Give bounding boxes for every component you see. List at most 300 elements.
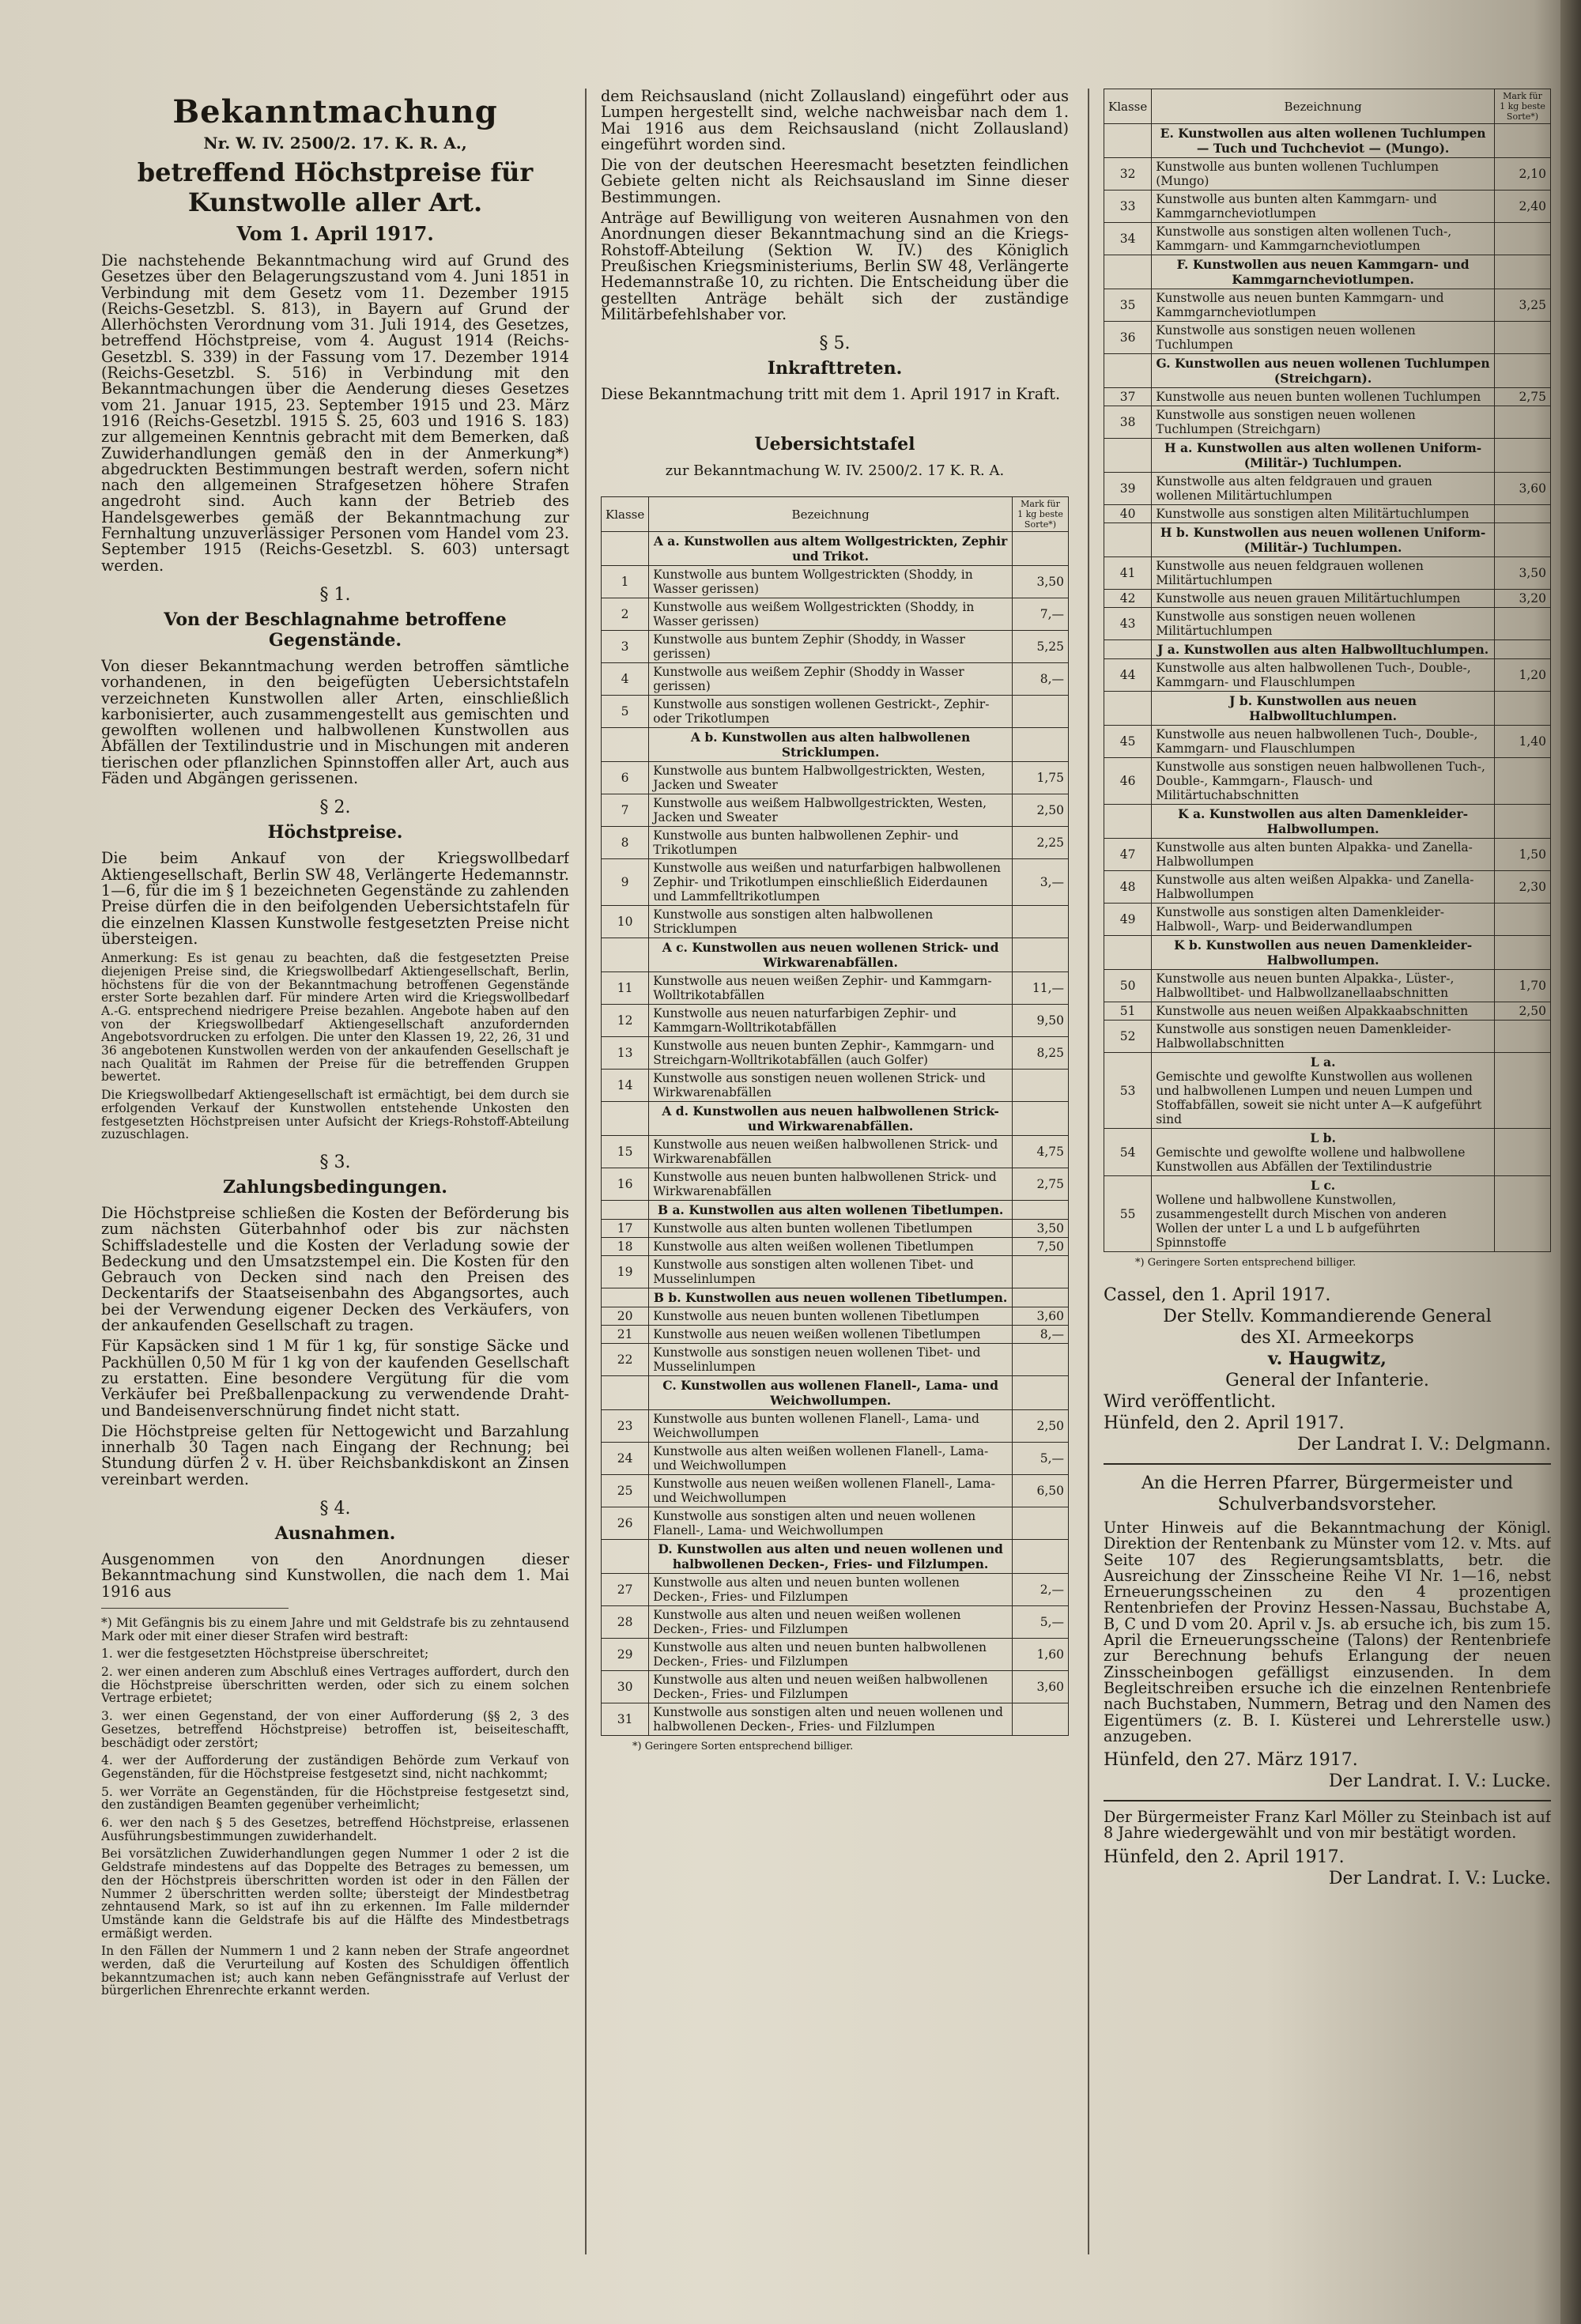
description [1152,590,1495,608]
description [1152,158,1495,191]
price-value: 2,40 [1495,191,1551,223]
description-text: Kunstwolle aus neuen weißen Zephir- und Kammgarn-Wolltrikotabfällen [653,974,992,1003]
class-number: 50 [1104,970,1152,1002]
group-label: H b. Kunstwollen aus neuen wollenen Uniform- (Militär-) Tuchlumpen. [1152,523,1495,557]
description [649,696,1013,728]
description-text: Kunstwolle aus sonstigen alten wollenen Tibet- und Musselinlumpen [653,1258,974,1287]
class-number: 52 [1104,1021,1152,1053]
price-value [1013,1507,1069,1540]
table-row [1104,659,1551,692]
row-blank [1104,523,1152,557]
description [649,1410,1013,1443]
class-number: 19 [602,1256,649,1288]
description-text: Kunstwolle aus weißen und naturfarbigen halbwollenen Zephir- und Trikotlumpen einschließlich Eiderdaunen und Lammfelltrikotlumpen [653,861,1002,904]
description-text: Kunstwolle aus neuen bunten halbwollenen Strick- und Wirkwarenabfällen [653,1170,997,1199]
class-number: 6 [602,762,649,794]
price-value: 8,— [1013,1326,1069,1344]
class-number: 33 [1104,191,1152,223]
description-text: Kunstwolle aus neuen bunten Alpakka-, Lüster-, Halbwolltibet- und Halbwollzanellaabschnitten [1156,971,1455,1000]
table-row [602,1475,1069,1507]
row-blank [1013,1288,1069,1307]
price-value: 9,50 [1013,1005,1069,1037]
description [649,1574,1013,1606]
description-text: Kunstwolle aus neuen weißen wollenen Tibetlumpen [653,1327,981,1342]
row-blank [1013,1540,1069,1574]
description [1152,608,1495,640]
table-row [1104,505,1551,523]
price-value: 8,— [1013,663,1069,696]
table-row [1104,970,1551,1002]
table-title: Uebersichtstafel [754,434,915,455]
group-header-row [1104,124,1551,158]
price-value [1013,1256,1069,1288]
row-blank [602,728,649,762]
description-text: Kunstwolle aus buntem Wollgestrickten (Shoddy, in Wasser gerissen) [653,568,973,597]
description [1152,1021,1495,1053]
column-header-bezeichnung: Bezeichnung [1152,89,1495,124]
group-header-row [602,532,1069,566]
description [649,1344,1013,1376]
class-number: 39 [1104,473,1152,505]
description-text: Kunstwolle aus sonstigen neuen wollenen Tuchlumpen [1156,323,1416,352]
class-number: 48 [1104,871,1152,904]
description [649,1168,1013,1201]
section-note: Anmerkung: Es ist genau zu beachten, daß die festgesetzten Preise diejenigen Preise sind, die Kriegswollbedarf Aktiengesellschaft, Berlin, höchstens für die von der Bekanntmachung betroffenen Gegenstände erster Sorte bezahlen darf. Für mindere Arten wird die Kriegswollbedarf A.-G. entsprechend niedrigere Preise bezahlen. Angebote haben auf den von der Kriegswollbedarf Aktiengesellschaft anzufordernden Angebotsvordrucken zu erfolgen. Die unter den Klassen 19, 22, 26, 31 und 36 angebotenen Kunstwollen werden von der ankaufenden Gesellschaft je nach Qualität im Rahmen der Preise für die betreffenden Gruppen bewertet. [101,951,569,1085]
table-row [1104,191,1551,223]
section-number: § 4. [319,1498,351,1519]
table-row [602,663,1069,696]
section-number: § 3. [319,1152,351,1172]
row-blank [1013,1201,1069,1220]
group-label: A b. Kunstwollen aus alten halbwollenen Stricklumpen. [649,728,1013,762]
right-column [1104,89,1551,1889]
description-text: Kunstwolle aus bunten halbwollenen Zephir- und Trikotlumpen [653,828,959,858]
description-text: Kunstwolle aus sonstigen neuen wollenen Strick- und Wirkwarenabfällen [653,1071,986,1100]
description [1152,191,1495,223]
table-row [602,794,1069,827]
class-number: 34 [1104,223,1152,255]
class-number: 55 [1104,1176,1152,1252]
section-number: § 5. [819,334,851,354]
price-value: 4,75 [1013,1136,1069,1168]
footnote-item: 2. wer einen anderen zum Abschluß eines Vertrages auffordert, durch den die Höchstpreise überschritten werden, oder sich zu einem solchen Vertrage erbietet; [101,1664,569,1706]
footnote-intro: *) Mit Gefängnis bis zu einem Jahre und mit Geldstrafe bis zu zehntausend Mark oder mit einer dieser Strafen wird bestraft: [101,1615,569,1643]
description-text: Kunstwolle aus alten weißen wollenen Flanell-, Lama- und Weichwollumpen [653,1444,989,1473]
price-value: 3,20 [1495,590,1551,608]
group-label: A c. Kunstwollen aus neuen wollenen Strick- und Wirkwarenabfällen. [649,938,1013,972]
class-number: 44 [1104,659,1152,692]
price-value [1495,1021,1551,1053]
price-value: 3,25 [1495,289,1551,322]
price-value [1013,1344,1069,1376]
price-value [1495,505,1551,523]
group-header-row [602,728,1069,762]
class-number: 17 [602,1220,649,1238]
class-number: 51 [1104,1002,1152,1021]
class-number: 46 [1104,758,1152,805]
section-text: Von dieser Bekanntmachung werden betroffen sämtliche vorhandenen, in den beigefügten Uebersichtstafeln verzeichneten Kunstwollen aller Arten, einschließlich karbonisierter, auch zusammengestellt aus gemischten und gewolften wollenen und halbwollenen Kunstwollen aus Abfällen der Textilindustrie und in Mischungen mit anderen tierischen oder pflanzlichen Spinnstoffen aller Art, auch aus Fäden und Abgängen gerissenen. [101,656,569,788]
class-number: 23 [602,1410,649,1443]
table-row [602,631,1069,663]
row-blank [602,1201,649,1220]
group-header-row [1104,523,1551,557]
price-value: 7,50 [1013,1238,1069,1256]
description [649,972,1013,1005]
row-blank [602,938,649,972]
notice-text: Unter Hinweis auf die Bekanntmachung der Königl. Direktion der Rentenbank zu Münster vom 12. v. Mts. auf Seite 107 des Regierungsamtsblatts, betr. die Ausreichung der Zinsscheine Reihe VI Nr. 1—16, nebst Erneuerungsscheinen zu den 4 prozentigen Rentenbriefen der Provinz Hessen-Nassau, Buchstabe A, B, C und D vom 20. April v. Js. ab ersuche ich, bis zum 15. April die Erneuerungsscheine (Talons) der Rentenbriefe zur Berechnung behufs Erlangung der neuen Zinsscheinbogen gefälligst einzusenden. In dem Begleitschreiben ersuche ich die einzelnen Rentenbriefe nach Buchstaben, Nummern, Betrag und den Namen des Eigentümers (z. B. I. Küsterei und Lehrerstelle usw.) anzugeben. [1104,1519,1551,1745]
group-header-row [1104,439,1551,473]
class-number: 40 [1104,505,1152,523]
row-blank [1104,936,1152,970]
class-number: 43 [1104,608,1152,640]
notice-number: Nr. W. IV. 2500/2. 17. K. R. A., [203,134,467,153]
table-row [602,1136,1069,1168]
description [1152,1053,1495,1129]
table-row [1104,223,1551,255]
description [1152,406,1495,439]
description-text: Kunstwolle aus sonstigen alten wollenen Tuch-, Kammgarn- und Kammgarncheviotlumpen [1156,224,1452,253]
price-value: 1,50 [1495,839,1551,871]
section-text: Für Kapsäcken sind 1 M für 1 kg, für sonstige Säcke und Packhüllen 0,50 M für 1 kg von der kaufenden Gesellschaft zu erstatten. Eine besondere Vergütung für die vom Verkäufer bei Preßballenpackung zu verwendende Draht- und Bandeisenverschnürung findet nicht statt. [101,1337,569,1420]
table-row [602,1037,1069,1070]
section-heading: Inkrafttreten. [767,358,903,379]
class-number: 22 [602,1344,649,1376]
class-number: 10 [602,906,649,938]
section-heading: Ausnahmen. [274,1522,396,1544]
class-number: 49 [1104,904,1152,936]
description-text: Kunstwolle aus neuen weißen halbwollenen Strick- und Wirkwarenabfällen [653,1137,998,1167]
notice-headline: betreffend Höchstpreise für Kunstwolle aller Art. [137,157,534,217]
table-row [1104,839,1551,871]
row-blank [1495,124,1551,158]
table-row [602,1574,1069,1606]
group-label: J b. Kunstwollen aus neuen Halbwolltuchlumpen. [1152,692,1495,726]
publication-signature: Der Landrat I. V.: Delgmann. [1297,1435,1551,1454]
description-text: Kunstwolle aus weißem Halbwollgestrickten, Westen, Jacken und Sweater [653,796,987,825]
table-row [1104,388,1551,406]
class-number: 47 [1104,839,1152,871]
price-value [1495,904,1551,936]
section-text: Anträge auf Bewilligung von weiteren Ausnahmen von den Anordnungen dieser Bekanntmachung sind an die Kriegs-Rohstoff-Abteilung (Sektion W. IV.) des Königlich Preußischen Kriegsministeriums, Berlin SW 48, Verlängerte Hedemannstraße 10, zu richten. Die Entscheidung über die gestellten Anträge behält sich der zuständige Militärbefehlshaber vor. [601,209,1069,323]
class-number: 11 [602,972,649,1005]
price-value: 2,50 [1013,1410,1069,1443]
group-label: A d. Kunstwollen aus neuen halbwollenen Strick- und Wirkwarenabfällen. [649,1102,1013,1136]
section-text: Die Höchstpreise gelten für Nettogewicht und Barzahlung innerhalb 30 Tagen nach Eingang der Rechnung; bei Stundung dürfen 2 v. H. über Reichsbankdiskont an Zinsen vereinbart werden. [101,1421,569,1488]
description-text: Kunstwolle aus sonstigen alten Damenkleider-Halbwoll-, Warp- und Beiderwandlumpen [1156,905,1444,934]
row-blank [602,1102,649,1136]
group-header-row [1104,640,1551,659]
price-value: 2,10 [1495,158,1551,191]
signature-line: des XI. Armeekorps [1240,1328,1414,1348]
description-text: Kunstwolle aus neuen weißen Alpakkaabschnitten [1156,1004,1469,1018]
price-value: 8,25 [1013,1037,1069,1070]
description [649,598,1013,631]
group-header-row [602,938,1069,972]
row-blank [1104,640,1152,659]
page-edge [1560,0,1581,2324]
price-value: 2,30 [1495,871,1551,904]
class-number: 16 [602,1168,649,1201]
description-text: Kunstwolle aus sonstigen neuen wollenen Militärtuchlumpen [1156,609,1416,638]
notice-date: Hünfeld, den 2. April 1917. [1104,1847,1345,1867]
section-text: Die von der deutschen Heeresmacht besetzten feindlichen Gebiete gelten nicht als Reichsausland im Sinne dieser Bestimmungen. [601,156,1069,206]
description-text: Kunstwolle aus bunten wollenen Flanell-, Lama- und Weichwollumpen [653,1412,979,1441]
row-blank [602,532,649,566]
description-text: Kunstwolle aus neuen bunten Zephir-, Kammgarn- und Streichgarn-Wolltrikotabfällen (auch Golfer) [653,1039,994,1068]
footnote-text: Bei vorsätzlichen Zuwiderhandlungen gegen Nummer 1 oder 2 ist die Geldstrafe mindestens auf das Doppelte des Betrages zu bemessen, um den der Höchstpreis überschritten worden ist oder in den Fällen der Nummer 2 überschritten werden sollte; übersteigt der Mindestbetrag zehntausend Mark, so ist auf ihn zu erkennen. Im Falle mildernder Umstände kann die Geldstrafe bis auf die Hälfte des Mindestbetrags ermäßigt werden. [101,1847,569,1941]
price-value [1495,1053,1551,1129]
section-number: § 2. [319,798,351,818]
description [1152,659,1495,692]
price-value: 2,50 [1013,794,1069,827]
class-number: 4 [602,663,649,696]
price-value: 2,75 [1013,1168,1069,1201]
row-blank [1104,255,1152,289]
intro-paragraph: Die nachstehende Bekanntmachung wird auf Grund des Gesetzes über den Belagerungszustand vom 4. Juni 1851 in Verbindung mit dem Gesetz vom 11. Dezember 1915 (Reichs-Gesetzbl. S. 813), in Bayern auf Grund der Allerhöchsten Verordnung vom 31. Juli 1914, des Gesetzes, betreffend Höchstpreise, vom 4. August 1914 (Reichs-Gesetzbl. S. 339) in der Fassung vom 17. Dezember 1914 (Reichs-Gesetzbl. S. 516) in Verbindung mit den Bekanntmachungen über die Aenderung dieses Gesetzes vom 21. Januar 1915, 23. September 1915 und 23. März 1916 (Reichs-Gesetzbl. 1915 S. 25, 603 und 1916 S. 183) zur allgemeinen Kenntnis gebracht mit dem Bemerken, daß Zuwiderhandlungen gemäß den in der Anmerkung*) abgedruckten Bestimmungen bestraft werden, sofern nicht nach den allgemeinen Strafgesetzen höhere Strafen angedroht sind. Auch kann der Betrieb des Handelsgewerbes gemäß der Bekanntmachung zur Fernhaltung unzuverlässiger Personen vom Handel vom 23. September 1915 (Reichs-Gesetzbl. S. 603) untersagt werden. [101,251,569,575]
section-note: Die Kriegswollbedarf Aktiengesellschaft ist ermächtigt, bei dem durch sie erfolgenden Verkauf der Kunstwollen entstehende Unkosten den festgesetzten Höchstpreisen unter Aufsicht der Kriegs-Rohstoff-Abteilung zuzuschlagen. [101,1088,569,1142]
group-header-row [602,1201,1069,1220]
description-text: Kunstwolle aus neuen naturfarbigen Zephir- und Kammgarn-Wolltrikotabfällen [653,1006,957,1036]
description [1152,904,1495,936]
section-text: Die beim Ankauf von der Kriegswollbedarf Aktiengesellschaft, Berlin SW 48, Verlängerte Hedemannstr. 1—6, für die im § 1 bezeichneten Gegenstände zu zahlenden Preise dürfen die in den beifolgenden Uebersichtstafeln für die einzelnen Klassen Kunstwolle festgesetzten Preise nicht übersteigen. [101,849,569,948]
description-text: Gemischte und gewolfte wollene und halbwollene Kunstwollen aus Abfällen der Textilindustrie [1156,1145,1466,1174]
group-label: B a. Kunstwollen aus alten wollenen Tibetlumpen. [649,1201,1013,1220]
class-number: 9 [602,859,649,906]
description [649,1256,1013,1288]
price-value: 1,60 [1013,1639,1069,1671]
footnote-separator [101,1608,289,1609]
price-value: 3,— [1013,859,1069,906]
group-label: L c. [1311,1178,1336,1193]
row-blank [1104,439,1152,473]
description-text: Gemischte und gewolfte Kunstwollen aus wollenen und halbwollenen Lumpen und neuen Lumpen und Stoffabfällen, soweit sie nicht unter A—K aufgeführt sind [1156,1070,1482,1126]
class-number: 26 [602,1507,649,1540]
table-row [602,566,1069,598]
table-row [1104,1176,1551,1252]
description [649,631,1013,663]
description-text: Kunstwolle aus weißem Zephir (Shoddy in Wasser gerissen) [653,665,964,694]
signature-place-date: Cassel, den 1. April 1917. [1104,1285,1331,1305]
description [1152,322,1495,354]
left-column [101,89,569,2002]
notice-date: Vom 1. April 1917. [236,222,434,245]
price-table [1104,89,1551,1252]
description [649,1070,1013,1102]
row-blank [1013,938,1069,972]
description-text: Kunstwolle aus bunten wollenen Tuchlumpen (Mungo) [1156,160,1439,188]
description-text: Kunstwolle aus neuen weißen wollenen Flanell-, Lama- und Weichwollumpen [653,1477,995,1506]
class-number: 30 [602,1671,649,1703]
group-label: E. Kunstwollen aus alten wollenen Tuchlumpen — Tuch und Tuchcheviot — (Mungo). [1152,124,1495,158]
signature-name: v. Haugwitz, [1268,1349,1387,1369]
row-blank [1104,805,1152,839]
description [649,566,1013,598]
group-label: G. Kunstwollen aus neuen wollenen Tuchlumpen (Streichgarn). [1152,354,1495,388]
description [1152,388,1495,406]
description-text: Kunstwolle aus neuen grauen Militärtuchlumpen [1156,591,1461,606]
price-value [1495,223,1551,255]
table-row [1104,758,1551,805]
table-row [1104,557,1551,590]
class-number: 24 [602,1443,649,1475]
price-value [1495,322,1551,354]
description [1152,970,1495,1002]
description-text: Kunstwolle aus sonstigen neuen Damenkleider-Halbwollabschnitten [1156,1022,1451,1051]
divider [1104,1800,1551,1801]
description [649,827,1013,859]
description [1152,289,1495,322]
description [649,1475,1013,1507]
group-label: D. Kunstwollen aus alten und neuen wollenen und halbwollenen Decken-, Fries- und Filzlumpen. [649,1540,1013,1574]
price-value: 7,— [1013,598,1069,631]
group-label: J a. Kunstwollen aus alten Halbwolltuchlumpen. [1152,640,1495,659]
description [649,1005,1013,1037]
class-number: 45 [1104,726,1152,758]
class-number: 38 [1104,406,1152,439]
table-row [602,1671,1069,1703]
price-value: 5,25 [1013,631,1069,663]
table-row [602,1238,1069,1256]
description-text: Kunstwolle aus alten weißen Alpakka- und Zanella-Halbwollumpen [1156,873,1474,901]
table-row [602,1703,1069,1736]
table-row [602,1005,1069,1037]
table-row [602,598,1069,631]
table-row [602,1256,1069,1288]
section-heading: Zahlungsbedingungen. [223,1176,447,1198]
footnote-item: 3. wer einen Gegenstand, der von einer Aufforderung (§§ 2, 3 des Gesetzes, betreffend Höchstpreise) betroffen ist, beiseiteschafft, beschädigt oder zerstört; [101,1709,569,1750]
footnote-item: 1. wer die festgesetzten Höchstpreise überschreitet; [101,1647,429,1662]
table-row [602,1606,1069,1639]
table-row [602,1070,1069,1102]
notice-signature: Der Landrat. I. V.: Lucke. [1328,1868,1551,1888]
description [649,1220,1013,1238]
row-blank [1495,523,1551,557]
description-text: Kunstwolle aus neuen bunten Kammgarn- und Kammgarncheviotlumpen [1156,291,1444,319]
class-number: 14 [602,1070,649,1102]
notice-date: Hünfeld, den 27. März 1917. [1104,1750,1358,1771]
group-header-row [1104,936,1551,970]
description-text: Kunstwolle aus sonstigen wollenen Gestrickt-, Zephir- oder Trikotlumpen [653,697,990,726]
table-row [1104,871,1551,904]
description [1152,839,1495,871]
row-blank [1495,255,1551,289]
price-value: 3,60 [1013,1671,1069,1703]
row-blank [1104,354,1152,388]
table-row [1104,608,1551,640]
description [649,1037,1013,1070]
section-heading: Von der Beschlagnahme betroffene Gegenstände. [164,609,507,651]
table-row [602,1344,1069,1376]
class-number: 29 [602,1639,649,1671]
notice-signature: Der Landrat. I. V.: Lucke. [1328,1771,1551,1792]
table-row [1104,406,1551,439]
table-row [602,1410,1069,1443]
description [1152,223,1495,255]
description-text: Kunstwolle aus alten und neuen bunten halbwollenen Decken-, Fries- und Filzlumpen [653,1640,987,1669]
description [1152,1176,1495,1252]
footnote-item: 6. wer den nach § 5 des Gesetzes, betreffend Höchstpreise, erlassenen Ausführungsbestimmungen zuwiderhandelt. [101,1816,569,1843]
row-blank [602,1376,649,1410]
table-row [1104,1053,1551,1129]
description [649,1639,1013,1671]
description-text: Kunstwolle aus sonstigen alten und neuen wollenen und halbwollenen Decken-, Fries- und Filzlumpen [653,1705,1003,1734]
row-blank [602,1288,649,1307]
description-text: Kunstwolle aus neuen halbwollenen Tuch-, Double-, Kammgarn- und Flauschlumpen [1156,727,1478,756]
group-header-row [1104,805,1551,839]
group-label: K a. Kunstwollen aus alten Damenkleider-Halbwollumpen. [1152,805,1495,839]
description-text: Kunstwolle aus neuen bunten wollenen Tuchlumpen [1156,390,1481,404]
price-value: 2,50 [1495,1002,1551,1021]
price-value [1495,1176,1551,1252]
description [649,859,1013,906]
price-value: 6,50 [1013,1475,1069,1507]
row-blank [1104,124,1152,158]
class-number: 35 [1104,289,1152,322]
price-value: 5,— [1013,1443,1069,1475]
row-blank [1495,692,1551,726]
class-number: 21 [602,1326,649,1344]
price-value: 11,— [1013,972,1069,1005]
section-text: dem Reichsausland (nicht Zollausland) eingeführt oder aus Lumpen hergestellt sind, welche nachweisbar nach dem 1. Mai 1916 aus dem Reichsausland (nicht Zollausland) eingeführt worden sind. [601,89,1069,153]
description [1152,505,1495,523]
footnote-item: 4. wer der Aufforderung der zuständigen Behörde zum Verkauf von Gegenständen, für die Höchstpreise festgesetzt sind, nicht nachkommt; [101,1753,569,1781]
signature-rank: General der Infanterie. [1225,1371,1429,1390]
class-number: 28 [602,1606,649,1639]
table-row [602,696,1069,728]
description [1152,758,1495,805]
group-header-row [1104,692,1551,726]
description-text: Kunstwolle aus alten bunten wollenen Tibetlumpen [653,1221,973,1236]
price-value [1013,906,1069,938]
class-number: 20 [602,1307,649,1326]
notice-text: Der Bürgermeister Franz Karl Möller zu Steinbach ist auf 8 Jahre wiedergewählt und von mir bestätigt worden. [1104,1808,1551,1843]
price-table [601,496,1069,1736]
description [649,1443,1013,1475]
table-row [602,1326,1069,1344]
description-text: Kunstwolle aus neuen bunten wollenen Tibetlumpen [653,1309,979,1324]
group-label: L b. [1310,1130,1336,1145]
footnote-item: 5. wer Vorräte an Gegenständen, für die Höchstpreise festgesetzt sind, den zuständigen Beamten gegenüber verheimlicht; [101,1784,569,1813]
description [649,794,1013,827]
class-number: 32 [1104,158,1152,191]
description [649,1606,1013,1639]
row-blank [602,1540,649,1574]
class-number: 3 [602,631,649,663]
row-blank [1495,439,1551,473]
class-number: 37 [1104,388,1152,406]
group-label: H a. Kunstwollen aus alten wollenen Uniform- (Militär-) Tuchlumpen. [1152,439,1495,473]
description [649,762,1013,794]
table-row [1104,1002,1551,1021]
section-text: Ausgenommen von den Anordnungen dieser Bekanntmachung sind Kunstwollen, die nach dem 1. Mai 1916 aus [101,1549,569,1601]
group-header-row [1104,255,1551,289]
description-text: Kunstwolle aus alten und neuen weißen wollenen Decken-, Fries- und Filzlumpen [653,1608,961,1637]
table-row [1104,289,1551,322]
divider [1104,1463,1551,1465]
description [1152,726,1495,758]
table-row [1104,1021,1551,1053]
description-text: Kunstwolle aus neuen feldgrauen wollenen Militärtuchlumpen [1156,559,1424,587]
description-text: Kunstwolle aus buntem Zephir (Shoddy, in Wasser gerissen) [653,632,965,662]
description-text: Kunstwolle aus alten weißen wollenen Tibetlumpen [653,1239,974,1254]
group-label: L a. [1310,1054,1336,1070]
table-row [1104,904,1551,936]
class-number: 18 [602,1238,649,1256]
price-value: 3,50 [1013,566,1069,598]
class-number: 31 [602,1703,649,1736]
table-row [602,1507,1069,1540]
publication-date: Hünfeld, den 2. April 1917. [1104,1413,1345,1433]
